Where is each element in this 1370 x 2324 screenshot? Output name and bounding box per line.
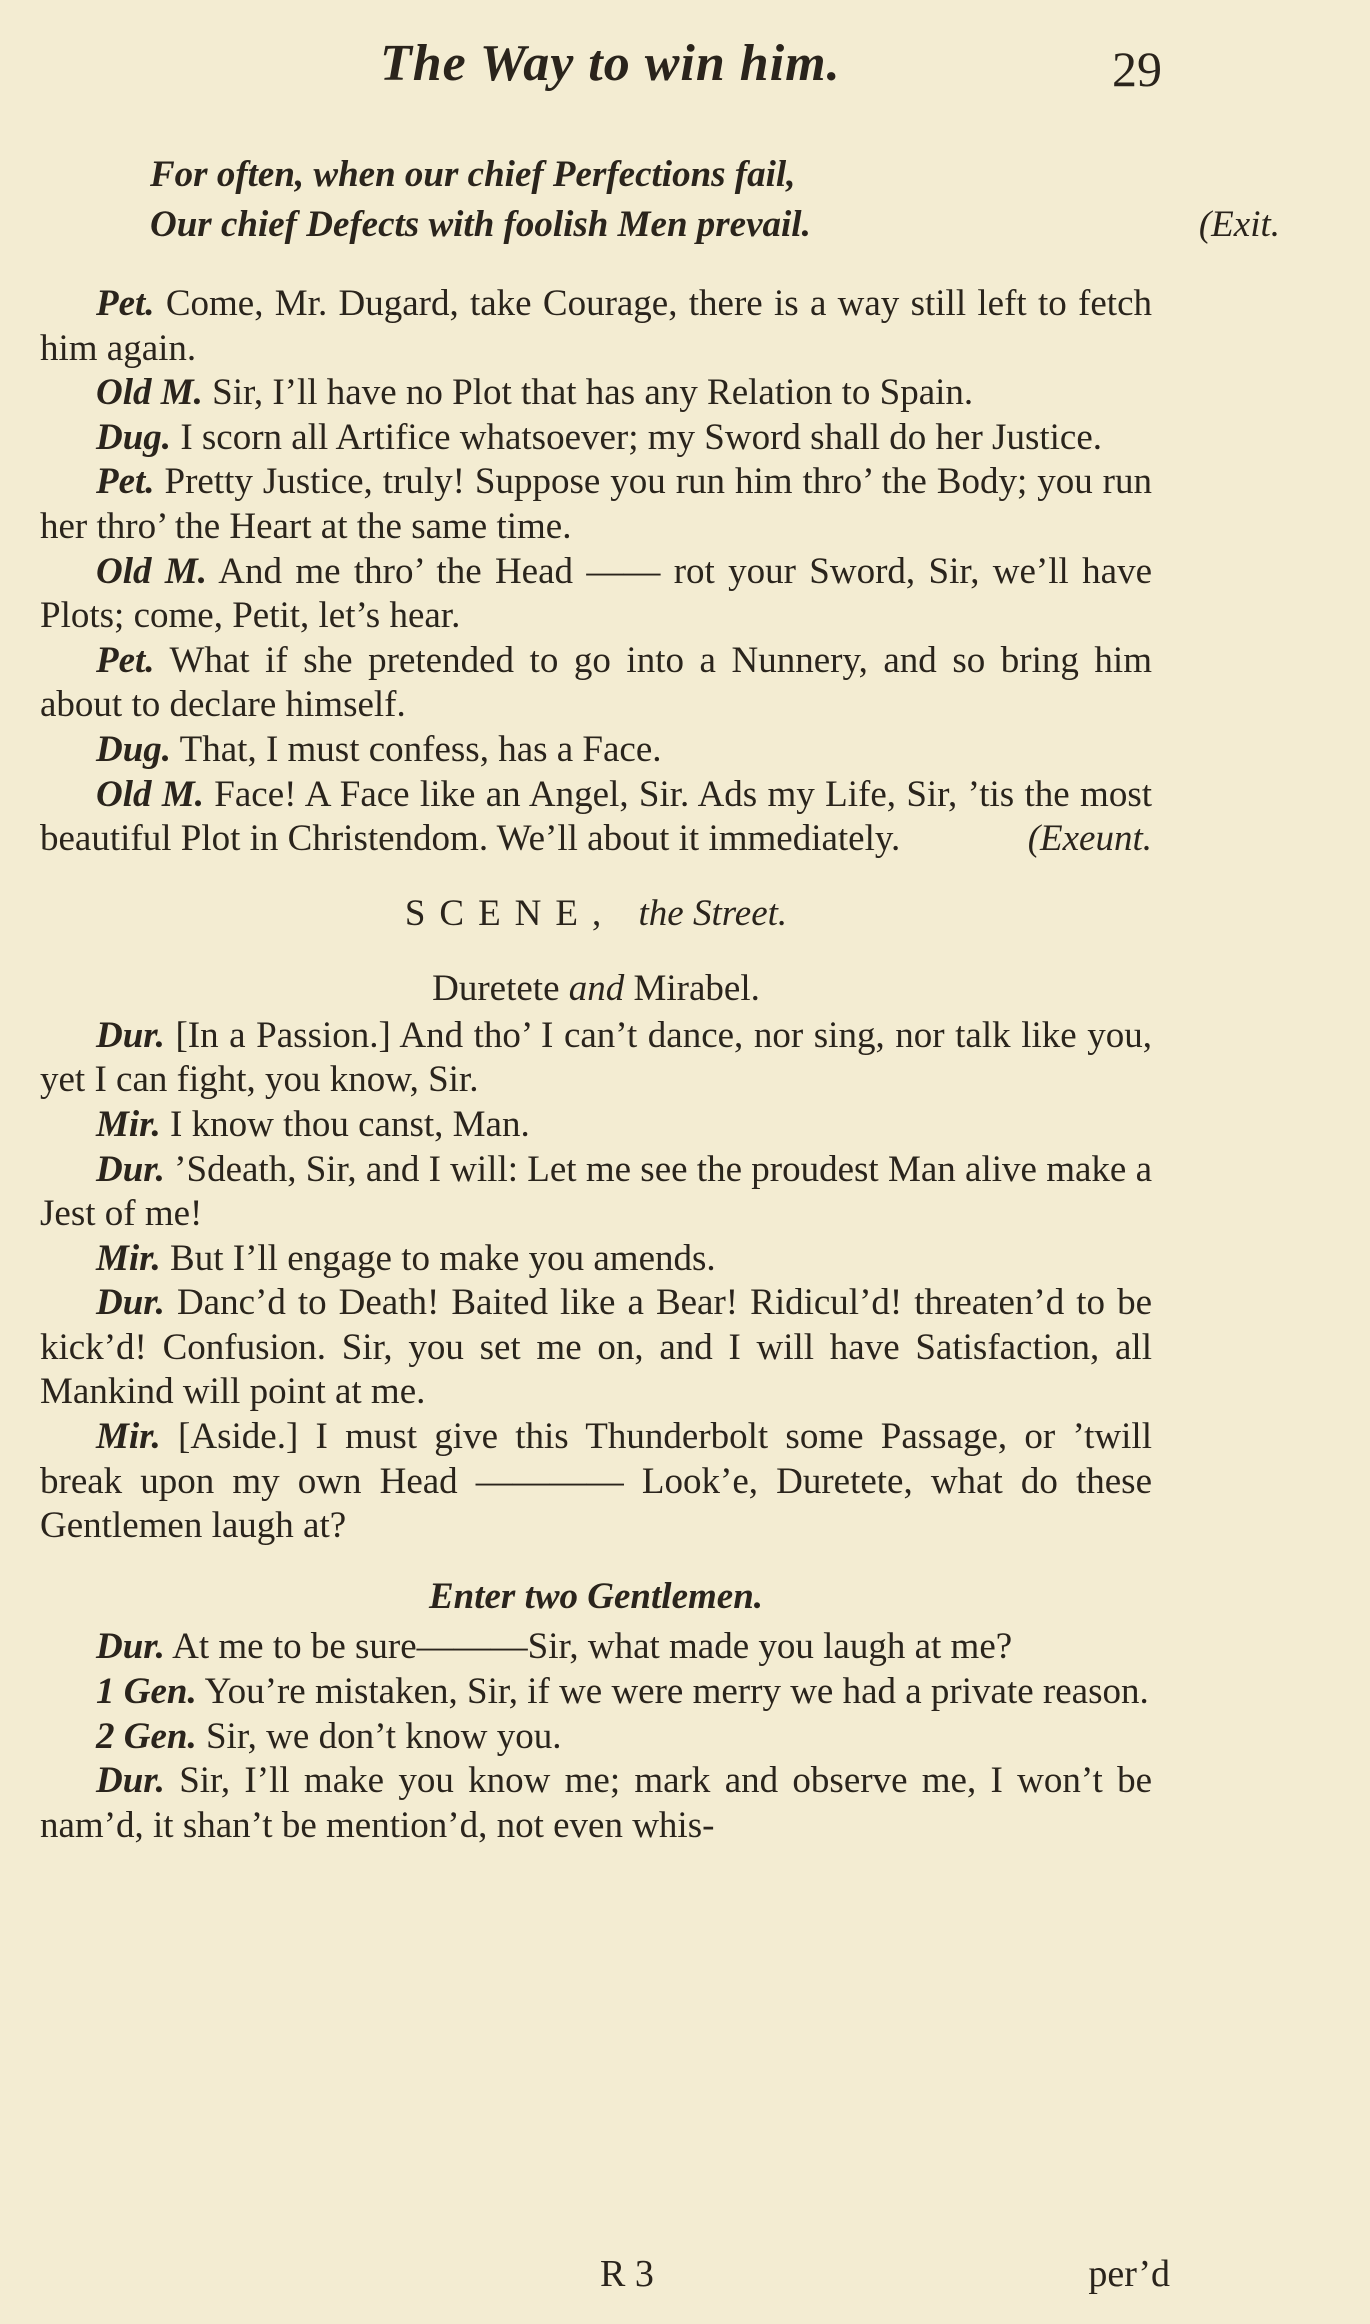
scene-heading	[40, 884, 1152, 944]
scene-place: the Street.	[638, 892, 788, 934]
dialogue-body	[40, 282, 1152, 1848]
speech-text: That, I must confess, has a Face.	[171, 728, 662, 770]
catchword: per’d	[1088, 2253, 1170, 2295]
character-b: Mirabel.	[633, 967, 760, 1009]
speaker: Pet.	[96, 283, 155, 324]
speech	[40, 550, 1152, 639]
book-page	[40, 0, 1330, 2324]
stage-direction-enter: Enter two Gentlemen.	[428, 1575, 764, 1617]
speaker: Mir.	[96, 1416, 161, 1458]
speech-text: Come, Mr. Dugard, take Courage, there is a way still left to fetch him again.	[40, 283, 1152, 369]
couplet-line-2-text: Our chief Defects with foolish Men prevail.	[150, 204, 811, 245]
speaker: Mir.	[96, 1103, 161, 1145]
speech	[40, 773, 1152, 862]
speech-text: Pretty Justice, truly! Suppose you run him thro’ the Body; you run her thro’ the Heart at the same time.	[40, 461, 1152, 547]
speaker: Dur.	[96, 1760, 165, 1802]
speaker: 1 Gen.	[96, 1671, 197, 1713]
speaker: Dur.	[96, 1014, 165, 1056]
speech-text: Face! A Face like an Angel, Sir. Ads my Life, Sir, ’tis the most beautiful Plot in Christendom. We’ll about it immediately.	[40, 773, 1152, 860]
speech-text: [In a Passion.] And tho’ I can’t dance, nor sing, nor talk like you, yet I can fight, you know, Sir.	[40, 1014, 1152, 1101]
speech	[40, 1415, 1152, 1549]
speech	[40, 1759, 1152, 1848]
couplet-line-1: For often, when our chief Perfections fail,	[150, 154, 796, 195]
speaker: Dug.	[96, 416, 172, 458]
speech-text: I scorn all Artifice whatsoever; my Sword shall do her Justice.	[171, 416, 1103, 458]
page-number: 29	[1112, 41, 1162, 97]
speaker: Dug.	[96, 728, 172, 770]
speech-text: What if she pretended to go into a Nunnery, and so bring him about to declare himself.	[40, 639, 1152, 726]
speech	[40, 371, 1152, 416]
scene-word: SCENE,	[404, 892, 616, 934]
speech-text: Sir, I’ll make you know me; mark and observe me, I won’t be nam’d, it shan’t be mention’d, not even whis-	[40, 1760, 1152, 1846]
speaker: Dur.	[96, 1626, 165, 1668]
running-title: The Way to win him.	[380, 35, 841, 92]
speech	[40, 1625, 1152, 1670]
speech	[40, 1670, 1152, 1715]
speech	[40, 1014, 1152, 1103]
speech-text: But I’ll engage to make you amends.	[160, 1237, 716, 1279]
speaker: Mir.	[96, 1237, 161, 1279]
speech-text: [Aside.] I must give this Thunderbolt some Passage, or ’twill break upon my own Head ———— Look’e, Duretete, what do these Gentlemen laugh at?	[40, 1416, 1152, 1547]
speech	[40, 1103, 1152, 1148]
speech-text: Sir, I’ll have no Plot that has any Relation to Spain.	[202, 372, 974, 414]
speech-text: ’Sdeath, Sir, and I will: Let me see the proudest Man alive make a Jest of me!	[40, 1148, 1152, 1235]
speaker: Dur.	[96, 1282, 165, 1324]
couplet-line-2	[150, 200, 1280, 250]
speech-text: Sir, we don’t know you.	[196, 1715, 562, 1757]
speech	[40, 1148, 1152, 1237]
speech	[40, 639, 1152, 728]
scene-characters	[40, 966, 1152, 1012]
speaker: Old M.	[96, 550, 207, 592]
speech-text: Danc’d to Death! Baited like a Bear! Ridicul’d! threaten’d to be kick’d! Confusion. Sir, you set me on, and I will have Satisfaction, all Mankind will point at me.	[40, 1282, 1152, 1413]
stage-direction-exeunt: (Exeunt.	[1027, 818, 1152, 860]
speech-text: And me thro’ the Head —— rot your Sword, Sir, we’ll have Plots; come, Petit, let’s hear.	[40, 550, 1152, 637]
speech	[40, 460, 1152, 549]
speech	[40, 1715, 1152, 1760]
speech-text: I know thou canst, Man.	[160, 1103, 530, 1145]
stage-direction-exit: (Exit.	[1198, 204, 1280, 245]
closing-couplet	[150, 150, 1280, 250]
speaker: Pet.	[96, 639, 155, 681]
speaker: 2 Gen.	[96, 1715, 197, 1757]
speech-text: You’re mistaken, Sir, if we were merry we had a private reason.	[196, 1671, 1149, 1713]
speech-text: At me to be sure———Sir, what made you laugh at me?	[164, 1626, 1013, 1668]
speech	[40, 282, 1152, 371]
characters-and: and	[568, 967, 625, 1009]
speech	[40, 416, 1152, 461]
page-header	[40, 34, 1330, 104]
speaker: Pet.	[96, 461, 155, 503]
speech	[40, 1281, 1152, 1415]
speech	[40, 728, 1152, 773]
speech	[40, 1237, 1152, 1282]
page-footer	[40, 2252, 1170, 2302]
signature-mark: R 3	[600, 2253, 654, 2295]
character-a: Duretete	[432, 967, 560, 1009]
speaker: Dur.	[96, 1148, 165, 1190]
speaker: Old M.	[96, 372, 203, 414]
speaker: Old M.	[96, 773, 204, 815]
